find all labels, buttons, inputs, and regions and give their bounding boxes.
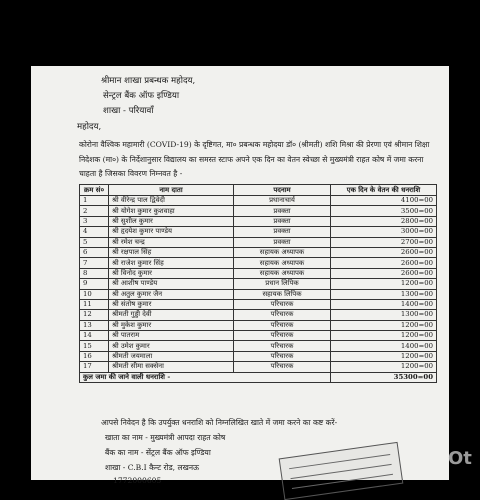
amount-cell: 3500=00 [331,206,437,216]
amount-cell: 1200=00 [331,279,437,289]
donor-name-cell: श्री आशीष पाण्डेय [109,279,234,289]
donor-name-cell: श्री मुकेश कुमार [109,320,234,330]
designation-cell: सहायक अध्यापक [234,268,331,278]
amount-cell: 1400=00 [331,299,437,309]
designation-cell: सहायक लिपिक [234,289,331,299]
table-row [80,289,437,299]
table-row [80,247,437,257]
serial-cell: 4 [80,227,109,237]
serial-cell: 6 [80,247,109,257]
serial-cell: 16 [80,351,109,361]
donor-name-cell: श्री विनोद कुमार [109,268,234,278]
table-row [80,320,437,330]
serial-cell: 17 [80,362,109,372]
donor-name-cell: श्री उमेश कुमार [109,341,234,351]
table-row [80,237,437,247]
table-row [80,196,437,206]
designation-cell: परिचारक [234,362,331,372]
designation-cell: प्रवक्ता [234,237,331,247]
serial-cell: 7 [80,258,109,268]
salutation: महोदय, [77,122,102,132]
serial-cell: 9 [80,279,109,289]
designation-cell: प्रवक्ता [234,206,331,216]
table-row [80,362,437,372]
amount-cell: 2600=00 [331,268,437,278]
designation-cell: परिचारक [234,341,331,351]
serial-cell: 12 [80,310,109,320]
table-row [80,268,437,278]
table-row [80,206,437,216]
serial-cell: 8 [80,268,109,278]
donor-name-cell: श्री पातराम [109,331,234,341]
office-stamp [279,442,404,500]
designation-cell: प्रधानाचार्य [234,196,331,206]
donor-name-cell: श्री संतोष कुमार [109,299,234,309]
donor-name-cell: श्री रक्षपाल सिंह [109,247,234,257]
donor-name-cell: श्रीमती सीमा सक्सेना [109,362,234,372]
address-line-2: सेन्ट्रल बैंक ऑफ इण्डिया [103,91,180,101]
table-row [80,258,437,268]
designation-cell: परिचारक [234,351,331,361]
account-number-partial: 1772000605 [113,476,162,485]
donor-name-cell: श्री सुशील कुमार [109,216,234,226]
amount-cell: 1300=00 [331,310,437,320]
amount-cell: 2600=00 [331,247,437,257]
table-row [80,331,437,341]
address-line-1: श्रीमान शाखा प्रबन्धक महोदय, [101,76,196,86]
table-row [80,299,437,309]
total-amount: 35300=00 [331,372,437,382]
donor-name-cell: श्री राजेश कुमार सिंह [109,258,234,268]
amount-cell: 1300=00 [331,289,437,299]
designation-cell: प्रधान लिपिक [234,279,331,289]
table-row [80,216,437,226]
header-amount: एक दिन के वेतन की धनराशि [331,185,437,196]
designation-cell: परिचारक [234,331,331,341]
donation-table [79,184,437,383]
donor-name-cell: श्री अतुल कुमार जैन [109,289,234,299]
designation-cell: प्रवक्ता [234,216,331,226]
amount-cell: 1400=00 [331,341,437,351]
designation-cell: परिचारक [234,310,331,320]
letter-body: कोरोना वैश्विक महामारी (COVID-19) के दृष्टिगत, मा० प्रबन्धक महोदया डॉ० (श्रीमती) शशि मिश्रा की प्रेरणा एवं श्रीमान शिक्षा निदेशक (मा०) के निर्देशानुसार विद्यालय का समस्त स्टाफ अपने एक दिन का वेतन स्वेच्छा से मुख्यमंत्री राहत कोष में जमा करना चाहता है जिसका विवरण निम्नवत है - [79,140,430,178]
address-line-3: शाखा - परियावाँ [103,106,154,116]
amount-cell: 2600=00 [331,258,437,268]
serial-cell: 14 [80,331,109,341]
header-designation: पदनाम [234,185,331,196]
watermark-logo: Ot [448,448,472,469]
header-donor-name: नाम दाता [109,185,234,196]
table-row [80,227,437,237]
table-row [80,341,437,351]
table-row [80,279,437,289]
branch-name: शाखा - C.B.I कैन्ट रोड, लखनऊ [105,463,200,472]
donor-name-cell: श्री वीरेन्द्र पाल द्विवेदी [109,196,234,206]
closing-request: आपसे निवेदन है कि उपर्युक्त धनराशि को निम्नलिखित खाते में जमा करने का कष्ट करें- [101,418,338,427]
serial-cell: 2 [80,206,109,216]
account-name: खाता का नाम - मुख्यमंत्री आपदा राहत कोष [105,433,226,442]
designation-cell: परिचारक [234,299,331,309]
donor-name-cell: श्रीमती गुड्डी देवी [109,310,234,320]
amount-cell: 2700=00 [331,237,437,247]
serial-cell: 10 [80,289,109,299]
serial-cell: 13 [80,320,109,330]
amount-cell: 1200=00 [331,351,437,361]
serial-cell: 1 [80,196,109,206]
header-serial: क्रम सं० [80,185,109,196]
serial-cell: 5 [80,237,109,247]
table-row [80,310,437,320]
donor-name-cell: श्री हृदयेश कुमार पाण्डेय [109,227,234,237]
designation-cell: सहायक अध्यापक [234,247,331,257]
designation-cell: परिचारक [234,320,331,330]
total-row [80,372,437,382]
designation-cell: प्रवक्ता [234,227,331,237]
amount-cell: 3000=00 [331,227,437,237]
donor-name-cell: श्री रमेश चन्द्र [109,237,234,247]
serial-cell: 3 [80,216,109,226]
amount-cell: 4100=00 [331,196,437,206]
amount-cell: 1200=00 [331,362,437,372]
donor-name-cell: श्री योगेश कुमार कुशवाहा [109,206,234,216]
total-label: कुल जमा की जाने वाली धनराशि - [80,372,331,382]
table-header-row [80,185,437,196]
serial-cell: 15 [80,341,109,351]
designation-cell: सहायक अध्यापक [234,258,331,268]
amount-cell: 1200=00 [331,320,437,330]
bank-name: बैंक का नाम - सेंट्रल बैंक ऑफ इण्डिया [105,448,211,457]
amount-cell: 1200=00 [331,331,437,341]
amount-cell: 2800=00 [331,216,437,226]
serial-cell: 11 [80,299,109,309]
table-row [80,351,437,361]
letter-page [31,66,449,485]
donor-name-cell: श्रीमती जयमाला [109,351,234,361]
